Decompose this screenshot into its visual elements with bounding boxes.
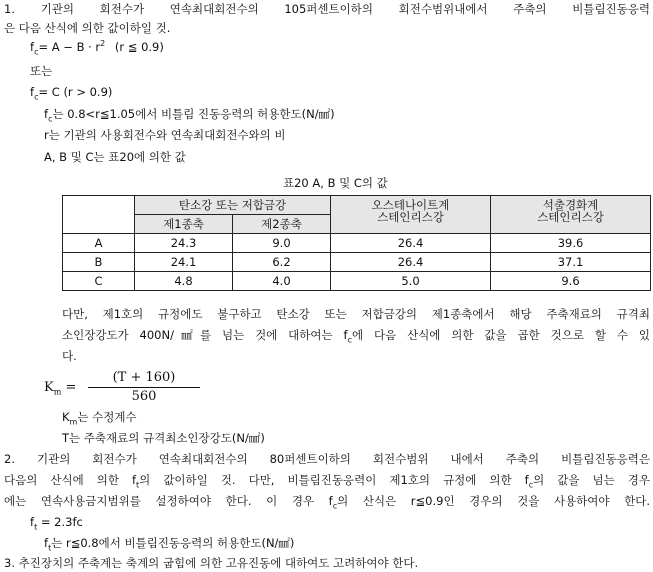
table-cell: 5.0 [331,272,491,291]
table-header-row [63,196,651,215]
table-cell: 4.8 [135,272,233,291]
fc-subscript: c [34,92,39,102]
km-lhs [44,380,76,395]
table-row [63,234,651,253]
formula1-expression: = A − B · r [38,40,101,54]
header-precipitation: 석출경화계 스테인리스강 [491,196,651,234]
para3-line1: 3. 추진장치의 주축계는 축계의 굽힘에 의한 고유진동에 대하여도 고려하여야 한다. [4,556,419,570]
fc-subscript: c [48,114,53,124]
note-line1: 다만, 제1호의 규정에도 불구하고 탄소강 또는 저합금강의 제1종축에서 해당 주축재료의 규격최 [62,307,650,321]
table-cell: 9.0 [233,234,331,253]
note-line3: 다. [62,349,77,363]
fc-subscript: c [528,480,534,490]
table-row [63,272,651,291]
table-cell: 26.4 [331,234,491,253]
table-cell: 9.6 [491,272,651,291]
para2-line3-b: 의 산식은 r≦0.9인 경우의 것을 사용하여야 한다. [337,494,650,508]
ft-subscript: t [48,543,52,553]
formula-ft-rhs: = 2.3fc [37,515,83,529]
ft-variable: f [44,536,49,550]
km-symbol: K [62,410,70,424]
para2-line1: 2. 기관의 회전수가 연속최대회전수의 80퍼센트이하의 회전수범위 내에서 주축의 비틀림진동응력은 [4,452,650,466]
or-text: 또는 [30,64,53,78]
ft-subscript: t [136,480,140,490]
def-km-text: 는 수정계수 [77,410,137,424]
def-ft [44,536,295,553]
row-label: B [63,253,135,272]
para2-line2-b: 의 값이하일 것. 다만, 비틀림진동응력이 제1호의 규정에 의한 f [139,473,529,487]
def-abc: A, B 및 C는 표20에 의한 값 [44,150,186,164]
para1-line2: 은 다음 산식에 의한 값이하일 것. [4,21,171,35]
table-cell: 24.1 [135,253,233,272]
group-header-carbon-steel: 탄소강 또는 저합금강 [135,196,331,215]
formula-ft [30,515,83,532]
table-cell: 6.2 [233,253,331,272]
para2-line3-a: 에는 연속사용금지범위를 설정하여야 한다. 이 경우 f [4,494,333,508]
table-cell: 24.3 [135,234,233,253]
table-corner-cell [63,196,135,234]
km-subscript: m [69,417,78,427]
para2-line2-c: 의 값을 넘는 경우 [533,473,651,487]
formula1-exponent: 2 [100,39,106,49]
equals-sign: = [61,380,77,395]
ft-variable: f [30,515,35,529]
table20 [62,195,651,291]
note-line2-b: 에 다음 산식에 의한 값을 곱한 것으로 할 수 있 [351,328,650,342]
para2-line2-a: 다음의 산식에 의한 f [4,473,137,487]
fc-subscript: c [332,501,338,511]
def-t: T는 주축재료의 규격최소인장강도(N/㎟) [62,431,265,445]
km-symbol: K [44,380,54,395]
fc-subscript: c [347,335,352,345]
table-row [63,253,651,272]
para2-line3 [4,494,650,511]
header-austenitic: 오스테나이트계 스테인리스강 [331,196,491,234]
km-subscript: m [53,387,62,397]
def-fc-text: 는 0.8<r≦1.05에서 비틀림 진동응력의 허용한도(N/㎟) [52,107,335,121]
table-cell: 39.6 [491,234,651,253]
table-cell: 37.1 [491,253,651,272]
fc-variable: f [30,40,35,54]
row-label: A [63,234,135,253]
formula-fc-1 [30,39,164,57]
table20-caption: 표20 A, B 및 C의 값 [283,176,388,190]
fc-variable: f [30,85,35,99]
subheader-type1: 제1종축 [135,215,233,234]
km-denominator: 560 [131,389,157,404]
def-fc [44,107,335,124]
def-r: r는 기관의 사용회전수와 연속최대회전수와의 비 [44,128,286,142]
formula2-expression: = C (r > 0.9) [38,85,113,99]
km-numerator: (T + 160) [112,370,176,385]
formula1-condition: (r ≦ 0.9) [114,40,164,54]
table-cell: 4.0 [233,272,331,291]
ft-subscript: t [34,522,38,532]
fraction-bar [88,387,200,388]
def-km [62,410,137,427]
fc-subscript: c [34,47,39,57]
formula-fc-2 [30,85,113,102]
note-line2 [62,328,650,345]
para1-line1: 1. 기관의 회전수가 연속최대회전수의 105퍼센트이하의 회전수범위내에서 주축의 비틀림진동응력 [4,2,650,16]
para2-line2 [4,473,651,490]
subheader-type2: 제2종축 [233,215,331,234]
fc-variable: f [44,107,49,121]
row-label: C [63,272,135,291]
table-cell: 26.4 [331,253,491,272]
def-ft-text: 는 r≦0.8에서 비틀림진동응력의 허용한도(N/㎟) [51,536,295,550]
note-line2-a: 소인장강도가 400N/㎟를 넘는 것에 대하여는 f [62,328,348,342]
